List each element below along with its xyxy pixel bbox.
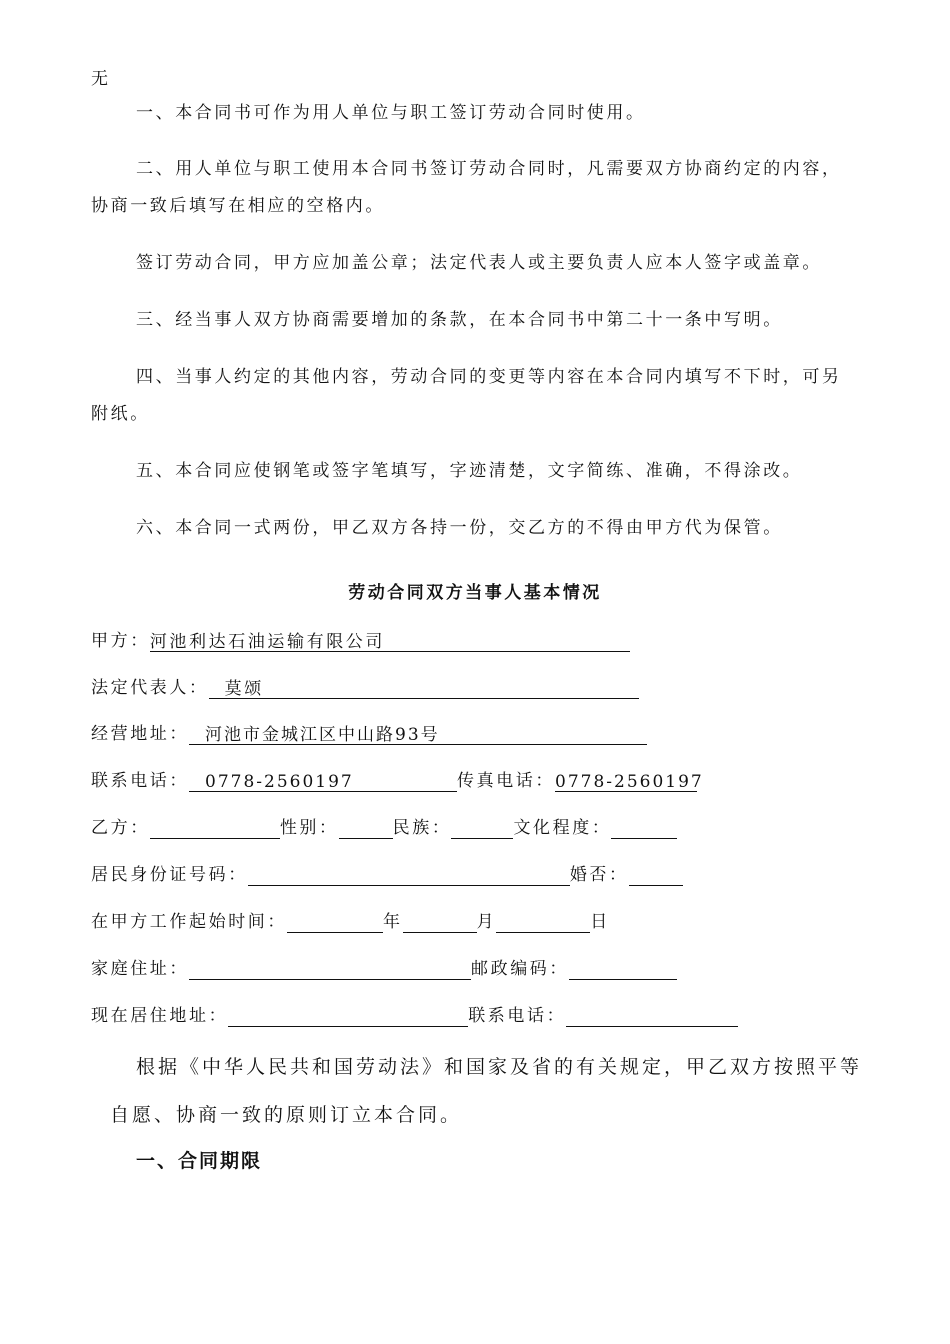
education-label: 文化程度：	[513, 818, 612, 838]
instruction-3: 三、经当事人双方协商需要增加的条款，在本合同书中第二十一条中写明。	[136, 310, 783, 330]
id-label: 居民身份证号码：	[91, 865, 248, 885]
legal-rep-field[interactable]	[209, 678, 639, 699]
party-b-phone-label: 联系电话：	[468, 1006, 567, 1026]
fax-label: 传真电话：	[457, 771, 555, 791]
party-b-row	[91, 817, 677, 839]
id-field[interactable]	[248, 865, 570, 886]
phone-value: 0778-2560197	[205, 772, 354, 792]
instruction-5: 五、本合同应使钢笔或签字笔填写，字迹清楚，文字简练、准确，不得涂改。	[136, 461, 803, 481]
instruction-6: 六、本合同一式两份，甲乙双方各持一份，交乙方的不得由甲方代为保管。	[136, 518, 783, 538]
business-address: 河池市金城江区中山路93号	[205, 725, 440, 745]
start-date-label: 在甲方工作起始时间：	[91, 912, 287, 932]
instruction-2-cont: 协商一致后填写在相应的空格内。	[91, 196, 385, 216]
current-address-field[interactable]	[228, 1006, 468, 1027]
home-address-row	[91, 958, 677, 980]
start-month-field[interactable]	[403, 912, 477, 933]
party-b-label: 乙方：	[91, 818, 150, 838]
current-address-label: 现在居住地址：	[91, 1006, 229, 1026]
instruction-4-cont: 附纸。	[91, 404, 150, 424]
business-address-field[interactable]	[189, 724, 647, 745]
party-a-name: 河池利达石油运输有限公司	[149, 632, 386, 652]
home-address-label: 家庭住址：	[91, 959, 189, 979]
home-address-field[interactable]	[189, 959, 471, 980]
instruction-2: 二、用人单位与职工使用本合同书签订劳动合同时，凡需要双方协商约定的内容，	[136, 159, 842, 179]
party-b-phone-field[interactable]	[566, 1006, 738, 1027]
party-a-label: 甲方：	[91, 631, 150, 651]
fax-field[interactable]	[555, 771, 704, 792]
legal-rep-name: 莫颂	[224, 679, 264, 699]
legal-rep-row	[91, 677, 639, 699]
fax-value: 0778-2560197	[555, 772, 704, 792]
month-label: 月	[476, 912, 497, 932]
married-field[interactable]	[629, 865, 683, 886]
party-a-name-field[interactable]	[150, 631, 630, 652]
id-row	[91, 864, 683, 886]
business-address-row	[91, 723, 647, 745]
top-note: 无	[91, 69, 108, 89]
party-a-row	[91, 630, 630, 652]
instruction-sign: 签订劳动合同，甲方应加盖公章；法定代表人或主要负责人应本人签字或盖章。	[136, 253, 822, 273]
legal-rep-label: 法定代表人：	[91, 678, 209, 698]
year-label: 年	[383, 912, 403, 932]
gender-field[interactable]	[339, 818, 393, 839]
start-date-row	[91, 911, 610, 933]
ethnic-field[interactable]	[451, 818, 513, 839]
phone-fax-row	[91, 770, 704, 792]
section-title: 劳动合同双方当事人基本情况	[348, 583, 602, 603]
ethnic-label: 民族：	[392, 818, 452, 838]
clause-1-heading: 一、合同期限	[136, 1150, 263, 1172]
phone-field[interactable]	[189, 771, 457, 792]
instruction-1: 一、本合同书可作为用人单位与职工签订劳动合同时使用。	[136, 103, 646, 123]
start-year-field[interactable]	[287, 912, 383, 933]
gender-label: 性别：	[279, 818, 339, 838]
postcode-label: 邮政编码：	[471, 959, 569, 979]
business-address-label: 经营地址：	[91, 724, 189, 744]
start-day-field[interactable]	[496, 912, 590, 933]
preamble-line-2: 自愿、协商一致的原则订立本合同。	[110, 1104, 463, 1126]
education-field[interactable]	[611, 818, 677, 839]
day-label: 日	[590, 912, 610, 932]
preamble-line-1: 根据《中华人民共和国劳动法》和国家及省的有关规定，甲乙双方按照平等	[136, 1056, 863, 1078]
postcode-field[interactable]	[569, 959, 677, 980]
instruction-4: 四、当事人约定的其他内容，劳动合同的变更等内容在本合同内填写不下时，可另	[136, 367, 842, 387]
phone-label: 联系电话：	[91, 771, 189, 791]
party-b-name-field[interactable]	[150, 818, 280, 839]
current-address-row	[91, 1005, 738, 1027]
married-label: 婚否：	[569, 865, 629, 885]
